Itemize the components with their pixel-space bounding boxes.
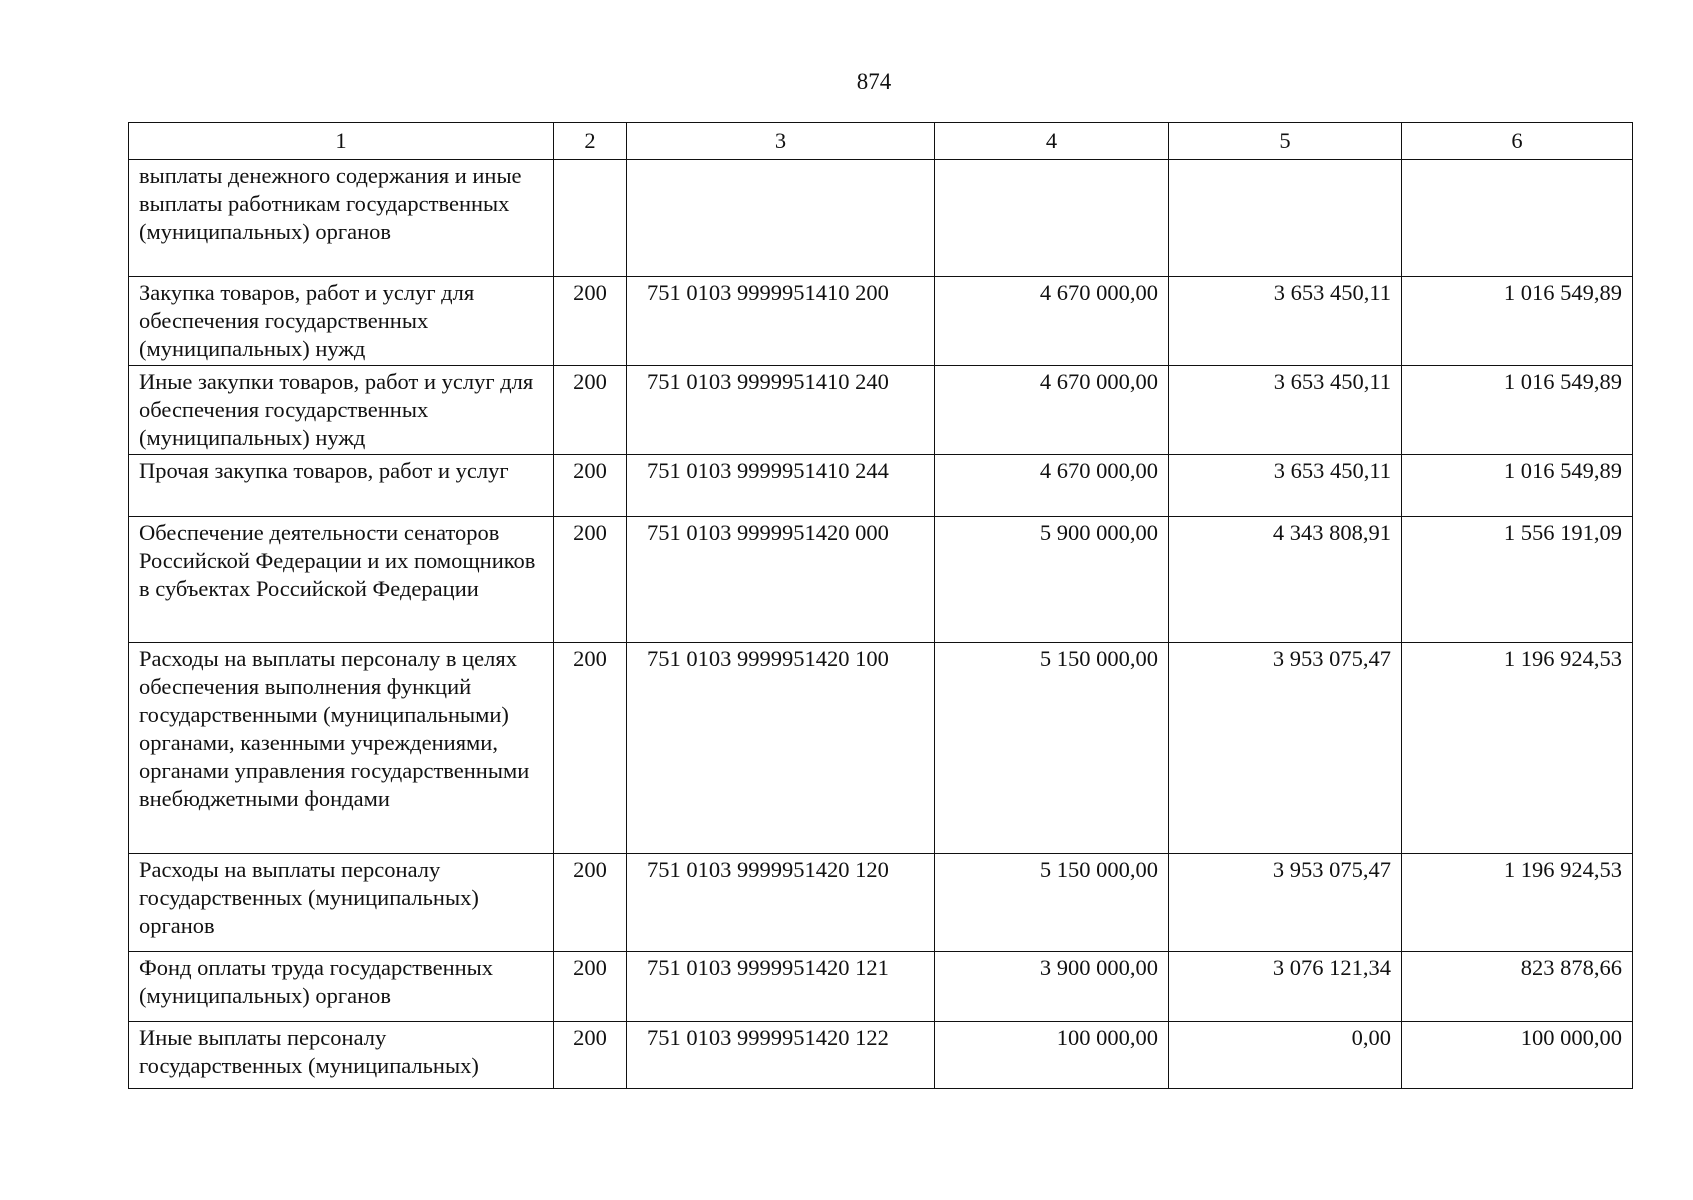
row-name: Иные выплаты персоналу государственных (муниципальных): [129, 1022, 554, 1089]
row-classification-code: 751 0103 9999951420 100: [627, 643, 935, 854]
row-unexecuted-amount: 1 016 549,89: [1402, 455, 1633, 517]
row-code: 200: [554, 952, 627, 1022]
row-name: Иные закупки товаров, работ и услуг для обеспечения государственных (муниципальных) нужд: [129, 366, 554, 455]
row-unexecuted-amount: 1 016 549,89: [1402, 366, 1633, 455]
table-row: [129, 160, 1633, 277]
row-name: Прочая закупка товаров, работ и услуг: [129, 455, 554, 517]
row-classification-code: 751 0103 9999951420 120: [627, 854, 935, 952]
row-classification-code: 751 0103 9999951420 121: [627, 952, 935, 1022]
row-classification-code: 751 0103 9999951420 122: [627, 1022, 935, 1089]
row-classification-code: [627, 160, 935, 277]
table-row: [129, 366, 1633, 455]
row-approved-amount: 100 000,00: [935, 1022, 1169, 1089]
row-executed-amount: 3 653 450,11: [1169, 455, 1402, 517]
row-unexecuted-amount: 100 000,00: [1402, 1022, 1633, 1089]
row-name: Закупка товаров, работ и услуг для обеспечения государственных (муниципальных) нужд: [129, 277, 554, 366]
table-row: [129, 455, 1633, 517]
row-classification-code: 751 0103 9999951410 240: [627, 366, 935, 455]
row-code: 200: [554, 517, 627, 643]
row-unexecuted-amount: 1 016 549,89: [1402, 277, 1633, 366]
table-row: [129, 643, 1633, 854]
row-approved-amount: 4 670 000,00: [935, 366, 1169, 455]
row-executed-amount: 3 653 450,11: [1169, 366, 1402, 455]
row-approved-amount: 5 150 000,00: [935, 643, 1169, 854]
column-number-4: 4: [935, 123, 1169, 160]
row-name: Расходы на выплаты персоналу государственных (муниципальных) органов: [129, 854, 554, 952]
row-name: Фонд оплаты труда государственных (муниципальных) органов: [129, 952, 554, 1022]
row-name: Обеспечение деятельности сенаторов Российской Федерации и их помощников в субъектах Российской Федерации: [129, 517, 554, 643]
row-approved-amount: 4 670 000,00: [935, 277, 1169, 366]
row-executed-amount: 3 953 075,47: [1169, 854, 1402, 952]
row-executed-amount: 4 343 808,91: [1169, 517, 1402, 643]
budget-execution-table: [128, 122, 1633, 1089]
row-code: 200: [554, 854, 627, 952]
column-number-1: 1: [129, 123, 554, 160]
row-code: 200: [554, 455, 627, 517]
row-code: 200: [554, 1022, 627, 1089]
row-executed-amount: 3 076 121,34: [1169, 952, 1402, 1022]
row-executed-amount: 3 653 450,11: [1169, 277, 1402, 366]
column-number-header-row: [129, 123, 1633, 160]
row-approved-amount: 3 900 000,00: [935, 952, 1169, 1022]
row-code: 200: [554, 366, 627, 455]
table-row: [129, 277, 1633, 366]
row-approved-amount: [935, 160, 1169, 277]
row-classification-code: 751 0103 9999951410 200: [627, 277, 935, 366]
row-name: Расходы на выплаты персоналу в целях обеспечения выполнения функций государственными (муниципальными) органами, казенными учреждениями, органами управления государственными внебюджетными фондами: [129, 643, 554, 854]
row-unexecuted-amount: 1 196 924,53: [1402, 643, 1633, 854]
row-approved-amount: 5 900 000,00: [935, 517, 1169, 643]
table-row: [129, 854, 1633, 952]
table-row: [129, 952, 1633, 1022]
row-unexecuted-amount: 1 556 191,09: [1402, 517, 1633, 643]
row-approved-amount: 5 150 000,00: [935, 854, 1169, 952]
row-classification-code: 751 0103 9999951410 244: [627, 455, 935, 517]
row-unexecuted-amount: 1 196 924,53: [1402, 854, 1633, 952]
column-number-5: 5: [1169, 123, 1402, 160]
page-number: 874: [856, 69, 892, 94]
table-row: [129, 517, 1633, 643]
row-code: 200: [554, 643, 627, 854]
column-number-3: 3: [627, 123, 935, 160]
table-row: [129, 1022, 1633, 1089]
row-unexecuted-amount: 823 878,66: [1402, 952, 1633, 1022]
row-executed-amount: [1169, 160, 1402, 277]
row-executed-amount: 3 953 075,47: [1169, 643, 1402, 854]
row-code: [554, 160, 627, 277]
row-code: 200: [554, 277, 627, 366]
row-name: выплаты денежного содержания и иные выплаты работникам государственных (муниципальных) органов: [129, 160, 554, 277]
row-classification-code: 751 0103 9999951420 000: [627, 517, 935, 643]
column-number-2: 2: [554, 123, 627, 160]
row-executed-amount: 0,00: [1169, 1022, 1402, 1089]
column-number-6: 6: [1402, 123, 1633, 160]
row-unexecuted-amount: [1402, 160, 1633, 277]
row-approved-amount: 4 670 000,00: [935, 455, 1169, 517]
